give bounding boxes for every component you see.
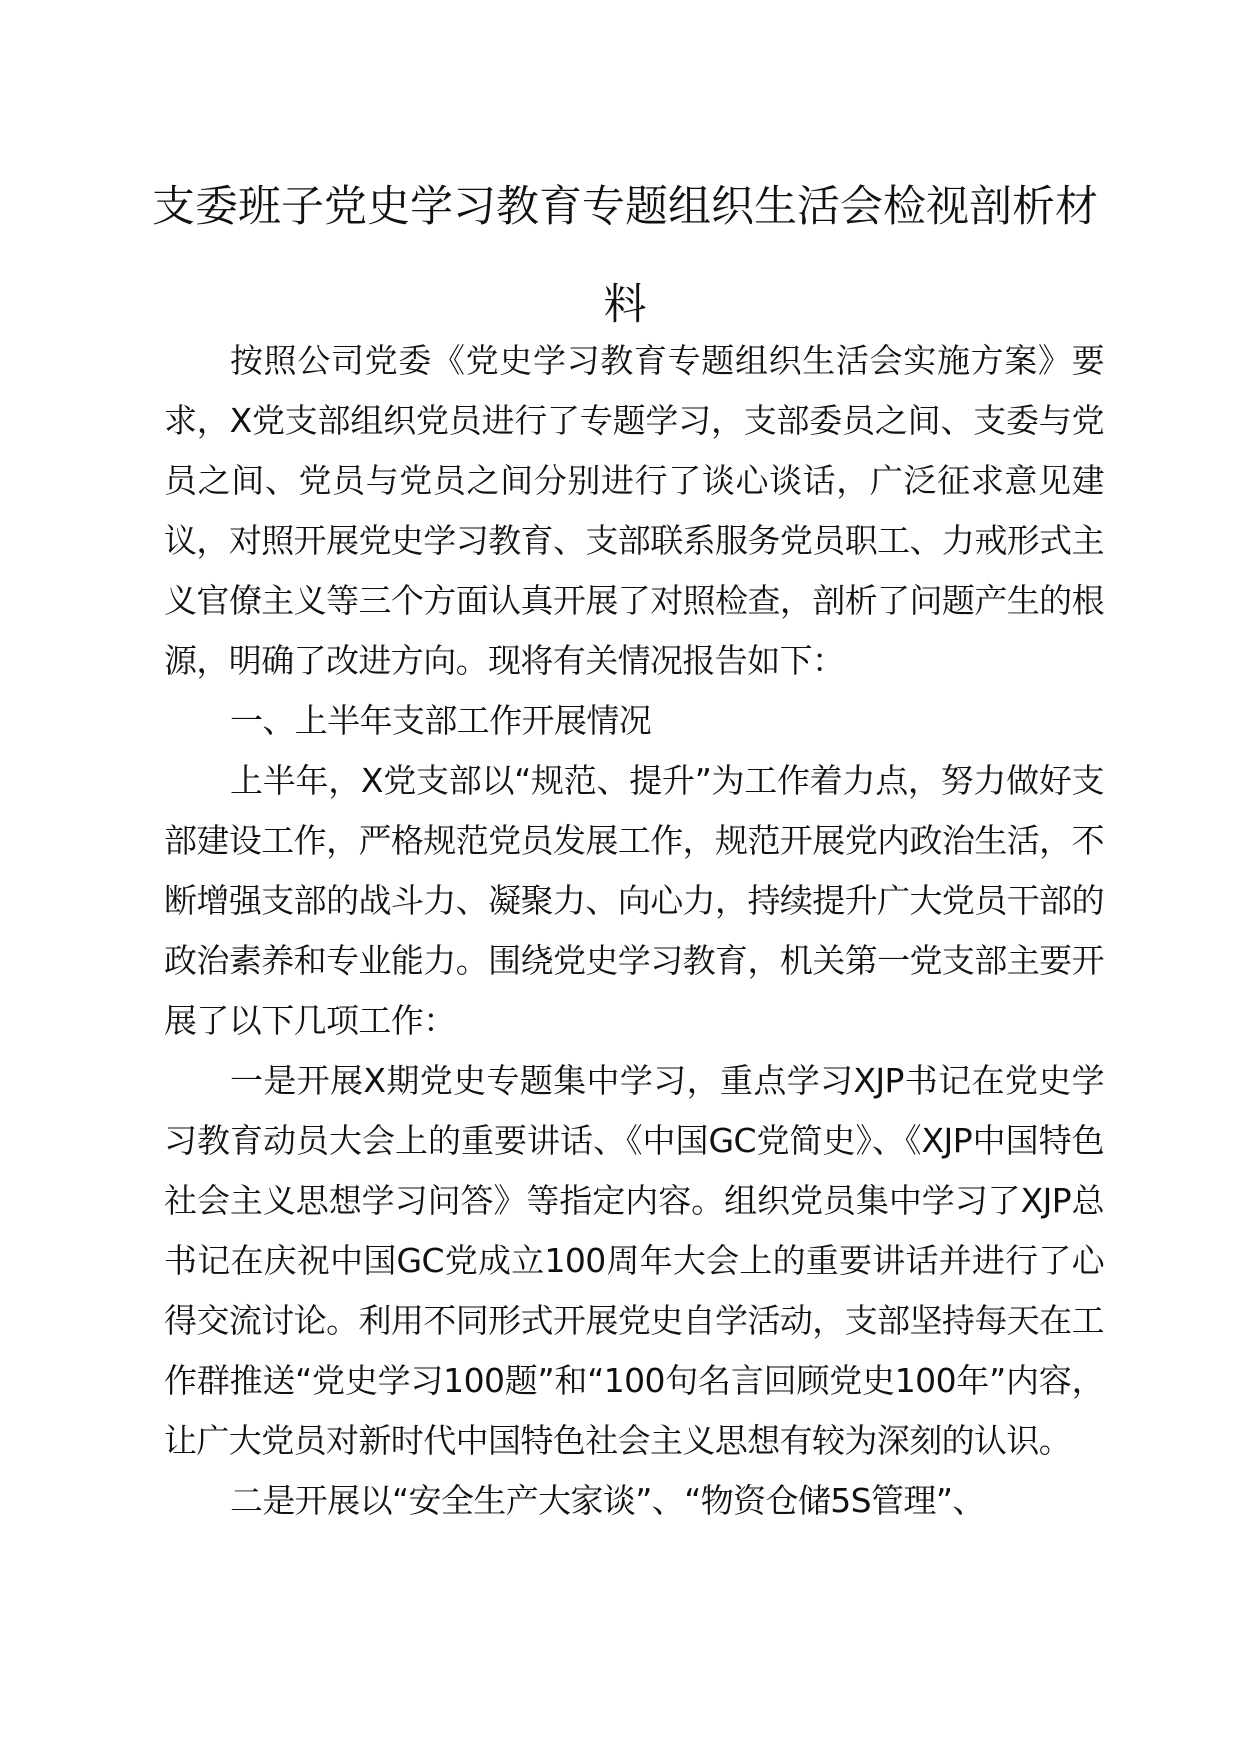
document-body [164,331,1104,1531]
section-1-summary-paragraph: 上半年，X党支部以“规范、提升”为工作着力点，努力做好支部建设工作，严格规范党员发展工作，规范开展党内政治生活，不断增强支部的战斗力、凝聚力、向心力，持续提升广大党员干部的政治素养和专业能力。围绕党史学习教育，机关第一党支部主要开展了以下几项工作： [164,761,1104,1040]
intro-paragraph: 按照公司党委《党史学习教育专题组织生活会实施方案》要求，X党支部组织党员进行了专题学习，支部委员之间、支委与党员之间、党员与党员之间分别进行了谈心谈话，广泛征求意见建议，对照开展党史学习教育、支部联系服务党员职工、力戒形式主义官僚主义等三个方面认真开展了对照检查，剖析了问题产生的根源，明确了改进方向。现将有关情况报告如下： [164,341,1104,680]
document-title: 支委班子党史学习教育专题组织生活会检视剖析材料 [152,182,1098,330]
section-heading-1: 一、上半年支部工作开展情况 [230,701,652,740]
work-item-1-paragraph: 一是开展X期党史专题集中学习，重点学习XJP书记在党史学习教育动员大会上的重要讲话、《中国GC党简史》、《XJP中国特色社会主义思想学习问答》等指定内容。组织党员集中学习了XJP总书记在庆祝中国GC党成立100周年大会上的重要讲话并进行了心得交流讨论。利用不同形式开展党史自学活动，支部坚持每天在工作群推送“党史学习100题”和“100句名言回顾党史100年”内容，让广大党员对新时代中国特色社会主义思想有较为深刻的认识。 [164,1061,1104,1460]
work-item-2-paragraph: 二是开展以“安全生产大家谈”、“物资仓储5S管理”、 [230,1481,985,1520]
